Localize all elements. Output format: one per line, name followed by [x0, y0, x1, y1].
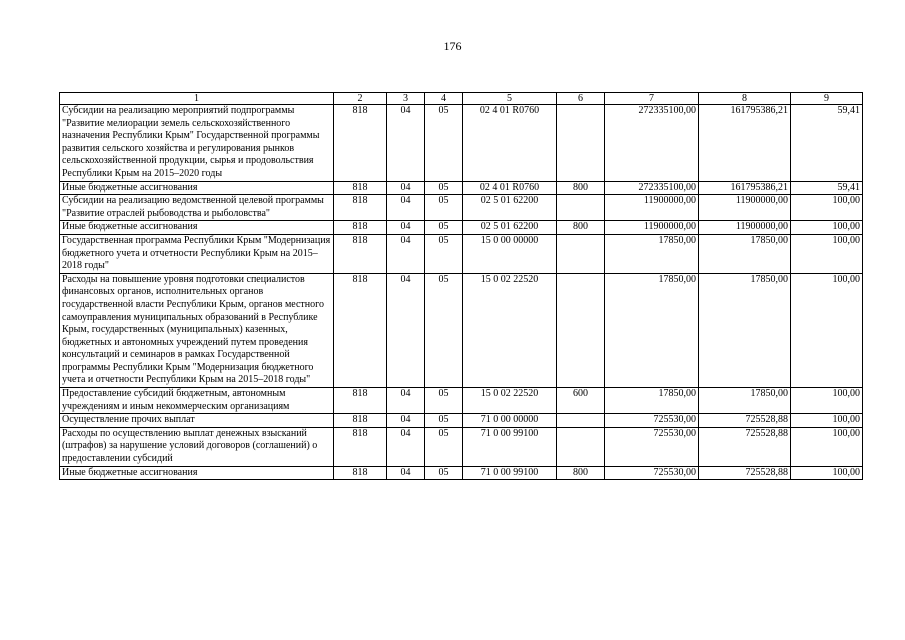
- cell-col2: 818: [334, 273, 387, 387]
- cell-col4: 05: [425, 414, 463, 428]
- column-header-5: 5: [463, 93, 557, 105]
- cell-col3: 04: [387, 388, 425, 414]
- cell-col3: 04: [387, 414, 425, 428]
- cell-col8: 17850,00: [699, 388, 791, 414]
- table-row: [60, 388, 863, 414]
- cell-col4: 05: [425, 195, 463, 221]
- cell-col2: 818: [334, 105, 387, 182]
- table-row: [60, 105, 863, 182]
- cell-col7: 272335100,00: [605, 181, 699, 195]
- cell-col2: 818: [334, 466, 387, 480]
- cell-col5: 15 0 00 00000: [463, 234, 557, 273]
- cell-col6: 600: [557, 388, 605, 414]
- cell-col7: 11900000,00: [605, 221, 699, 235]
- cell-col8: 161795386,21: [699, 181, 791, 195]
- column-header-6: 6: [557, 93, 605, 105]
- table-row: [60, 273, 863, 387]
- cell-col8: 725528,88: [699, 466, 791, 480]
- cell-col4: 05: [425, 221, 463, 235]
- row-name: Иные бюджетные ассигнования: [60, 181, 334, 195]
- cell-col6: [557, 234, 605, 273]
- cell-col7: 17850,00: [605, 273, 699, 387]
- header-row: [60, 93, 863, 105]
- cell-col7: 11900000,00: [605, 195, 699, 221]
- cell-col9: 100,00: [791, 273, 863, 387]
- table-row: [60, 234, 863, 273]
- cell-col9: 59,41: [791, 105, 863, 182]
- column-header-8: 8: [699, 93, 791, 105]
- cell-col3: 04: [387, 427, 425, 466]
- cell-col8: 725528,88: [699, 414, 791, 428]
- cell-col3: 04: [387, 105, 425, 182]
- row-name: Осуществление прочих выплат: [60, 414, 334, 428]
- cell-col2: 818: [334, 181, 387, 195]
- cell-col7: 725530,00: [605, 414, 699, 428]
- row-name: Иные бюджетные ассигнования: [60, 466, 334, 480]
- cell-col6: 800: [557, 466, 605, 480]
- cell-col7: 17850,00: [605, 234, 699, 273]
- cell-col4: 05: [425, 105, 463, 182]
- cell-col5: 15 0 02 22520: [463, 388, 557, 414]
- column-header-7: 7: [605, 93, 699, 105]
- cell-col2: 818: [334, 234, 387, 273]
- cell-col7: 725530,00: [605, 466, 699, 480]
- cell-col9: 100,00: [791, 234, 863, 273]
- row-name: Государственная программа Республики Крым "Модернизация бюджетного учета и отчетности Республики Крым на 2015–2018 годы": [60, 234, 334, 273]
- cell-col5: 71 0 00 99100: [463, 427, 557, 466]
- cell-col6: 800: [557, 181, 605, 195]
- cell-col3: 04: [387, 221, 425, 235]
- cell-col9: 100,00: [791, 195, 863, 221]
- row-name: Субсидии на реализацию ведомственной целевой программы "Развитие отраслей рыбоводства и рыболовства": [60, 195, 334, 221]
- cell-col5: 02 4 01 R0760: [463, 105, 557, 182]
- cell-col8: 725528,88: [699, 427, 791, 466]
- cell-col6: [557, 273, 605, 387]
- cell-col2: 818: [334, 388, 387, 414]
- table-row: [60, 195, 863, 221]
- cell-col4: 05: [425, 388, 463, 414]
- cell-col3: 04: [387, 181, 425, 195]
- column-header-9: 9: [791, 93, 863, 105]
- row-name: Расходы на повышение уровня подготовки специалистов финансовых органов, исполнительных органов государственной власти Республики Крым, органов местного самоуправления муниципальных образований в Республике Крым, государственных (муниципальных) казенных, бюджетных и автономных учреждений путем проведения консультаций и семинаров в рамках Государственной программы Республики Крым "Модернизация бюджетного учета и отчетности Республики Крым на 2015–2018 годы": [60, 273, 334, 387]
- table-row: [60, 427, 863, 466]
- cell-col4: 05: [425, 466, 463, 480]
- row-name: Расходы по осуществлению выплат денежных взысканий (штрафов) за нарушение условий договоров (соглашений) о предоставлении субсидий: [60, 427, 334, 466]
- page-number: 176: [443, 39, 462, 53]
- cell-col5: 71 0 00 99100: [463, 466, 557, 480]
- cell-col5: 71 0 00 00000: [463, 414, 557, 428]
- table-row: [60, 414, 863, 428]
- table-row: [60, 221, 863, 235]
- cell-col5: 02 4 01 R0760: [463, 181, 557, 195]
- cell-col6: [557, 427, 605, 466]
- cell-col8: 17850,00: [699, 273, 791, 387]
- cell-col6: [557, 105, 605, 182]
- cell-col3: 04: [387, 466, 425, 480]
- cell-col6: [557, 195, 605, 221]
- cell-col7: 272335100,00: [605, 105, 699, 182]
- column-header-3: 3: [387, 93, 425, 105]
- cell-col5: 02 5 01 62200: [463, 221, 557, 235]
- cell-col3: 04: [387, 234, 425, 273]
- cell-col9: 100,00: [791, 388, 863, 414]
- row-name: Иные бюджетные ассигнования: [60, 221, 334, 235]
- row-name: Субсидии на реализацию мероприятий подпрограммы "Развитие мелиорации земель сельскохозяйственного назначения Республики Крым" Государственной программы развития сельского хозяйства и регулирования рынков сельскохозяйственной продукции, сырья и продовольствия Республики Крым на 2015–2020 годы: [60, 105, 334, 182]
- cell-col4: 05: [425, 427, 463, 466]
- column-header-2: 2: [334, 93, 387, 105]
- cell-col5: 15 0 02 22520: [463, 273, 557, 387]
- cell-col9: 100,00: [791, 221, 863, 235]
- cell-col8: 161795386,21: [699, 105, 791, 182]
- cell-col3: 04: [387, 195, 425, 221]
- table-row: [60, 466, 863, 480]
- cell-col5: 02 5 01 62200: [463, 195, 557, 221]
- column-header-4: 4: [425, 93, 463, 105]
- cell-col9: 59,41: [791, 181, 863, 195]
- row-name: Предоставление субсидий бюджетным, автономным учреждениям и иным некоммерческим организациям: [60, 388, 334, 414]
- cell-col3: 04: [387, 273, 425, 387]
- cell-col4: 05: [425, 181, 463, 195]
- cell-col4: 05: [425, 234, 463, 273]
- cell-col6: [557, 414, 605, 428]
- cell-col6: 800: [557, 221, 605, 235]
- budget-table: [59, 92, 863, 480]
- cell-col9: 100,00: [791, 466, 863, 480]
- cell-col8: 11900000,00: [699, 221, 791, 235]
- cell-col2: 818: [334, 414, 387, 428]
- cell-col2: 818: [334, 195, 387, 221]
- cell-col2: 818: [334, 221, 387, 235]
- cell-col7: 725530,00: [605, 427, 699, 466]
- cell-col8: 11900000,00: [699, 195, 791, 221]
- table-row: [60, 181, 863, 195]
- column-header-1: 1: [60, 93, 334, 105]
- cell-col9: 100,00: [791, 427, 863, 466]
- cell-col9: 100,00: [791, 414, 863, 428]
- cell-col7: 17850,00: [605, 388, 699, 414]
- cell-col8: 17850,00: [699, 234, 791, 273]
- cell-col4: 05: [425, 273, 463, 387]
- cell-col2: 818: [334, 427, 387, 466]
